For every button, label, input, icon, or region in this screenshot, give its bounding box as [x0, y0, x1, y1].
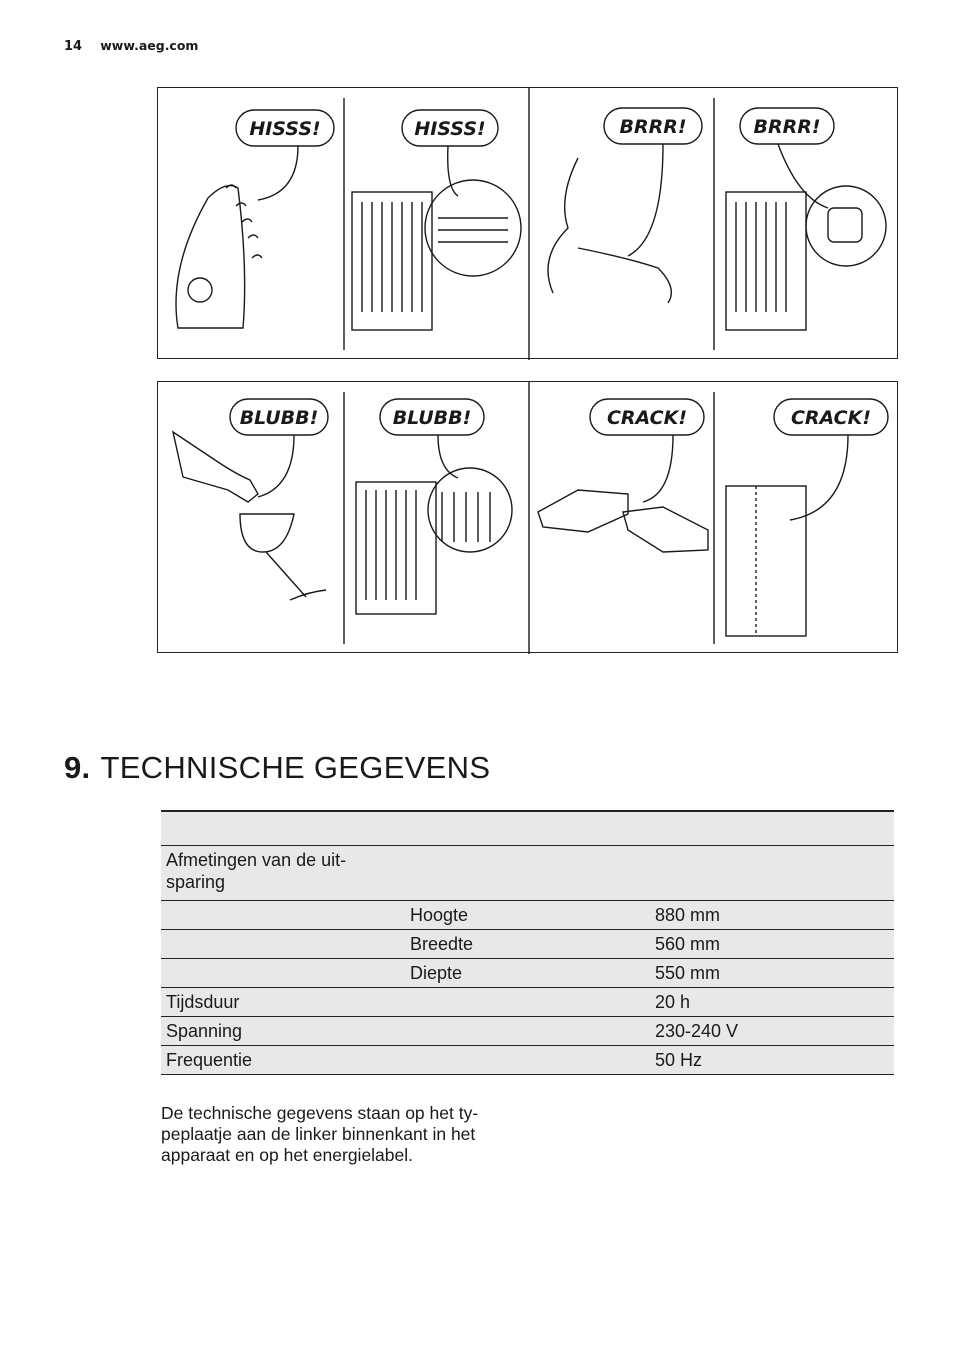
table-row [161, 901, 894, 930]
table-cell: Afmetingen van de uit-sparing [161, 846, 405, 901]
table-cell [161, 930, 405, 959]
table-cell: Breedte [405, 930, 650, 959]
table-row [161, 846, 894, 901]
table-cell: Frequentie [161, 1046, 405, 1075]
bubble-brrr-fridge: BRRR! [753, 116, 821, 138]
page-header [64, 38, 198, 54]
table-cell: Hoogte [405, 901, 650, 930]
table-cell [405, 1017, 650, 1046]
table-row [161, 1046, 894, 1075]
bubble-hisss-iron: HISSS! [249, 118, 321, 140]
website-url: www.aeg.com [100, 38, 199, 53]
table-cell: 230-240 V [650, 1017, 894, 1046]
illustration-row-2 [158, 382, 899, 654]
table-cell [405, 846, 650, 901]
table-cell: Tijdsduur [161, 988, 405, 1017]
illustration-panel-noises-2 [157, 381, 898, 653]
bubble-hisss-fridge: HISSS! [414, 118, 486, 140]
illustration-panel-noises-1 [157, 87, 898, 359]
table-cell: 560 mm [650, 930, 894, 959]
table-cell [161, 811, 405, 846]
table-cell [161, 959, 405, 988]
table-cell: 550 mm [650, 959, 894, 988]
table-cell [405, 1046, 650, 1075]
table-row [161, 988, 894, 1017]
table-cell: 50 Hz [650, 1046, 894, 1075]
bubble-blubb-glass: BLUBB! [239, 407, 319, 429]
table-row [161, 811, 894, 846]
section-number: 9. [64, 750, 91, 785]
table-cell: 20 h [650, 988, 894, 1017]
table-cell [650, 846, 894, 901]
table-row [161, 1017, 894, 1046]
note-text: De technische gegevens staan op het ty-peplaatje aan de linker binnenkant in het apparaat en op het energielabel. [161, 1103, 479, 1165]
table-cell: Diepte [405, 959, 650, 988]
technical-data-table [161, 810, 894, 1075]
table-row [161, 930, 894, 959]
bubble-crack-ice: CRACK! [606, 407, 688, 429]
section-heading: TECHNISCHE GEGEVENS [100, 750, 491, 785]
bubble-blubb-fridge: BLUBB! [392, 407, 472, 429]
section-title [64, 750, 490, 786]
illustration-row-1 [158, 88, 899, 360]
page-number: 14 [64, 39, 83, 54]
table-cell [161, 901, 405, 930]
bubble-crack-fridge: CRACK! [790, 407, 872, 429]
table-cell: 880 mm [650, 901, 894, 930]
table-cell: Spanning [161, 1017, 405, 1046]
table-row [161, 959, 894, 988]
bubble-brrr-cat: BRRR! [619, 116, 687, 138]
table-cell [405, 811, 650, 846]
table-cell [405, 988, 650, 1017]
table-cell [650, 811, 894, 846]
